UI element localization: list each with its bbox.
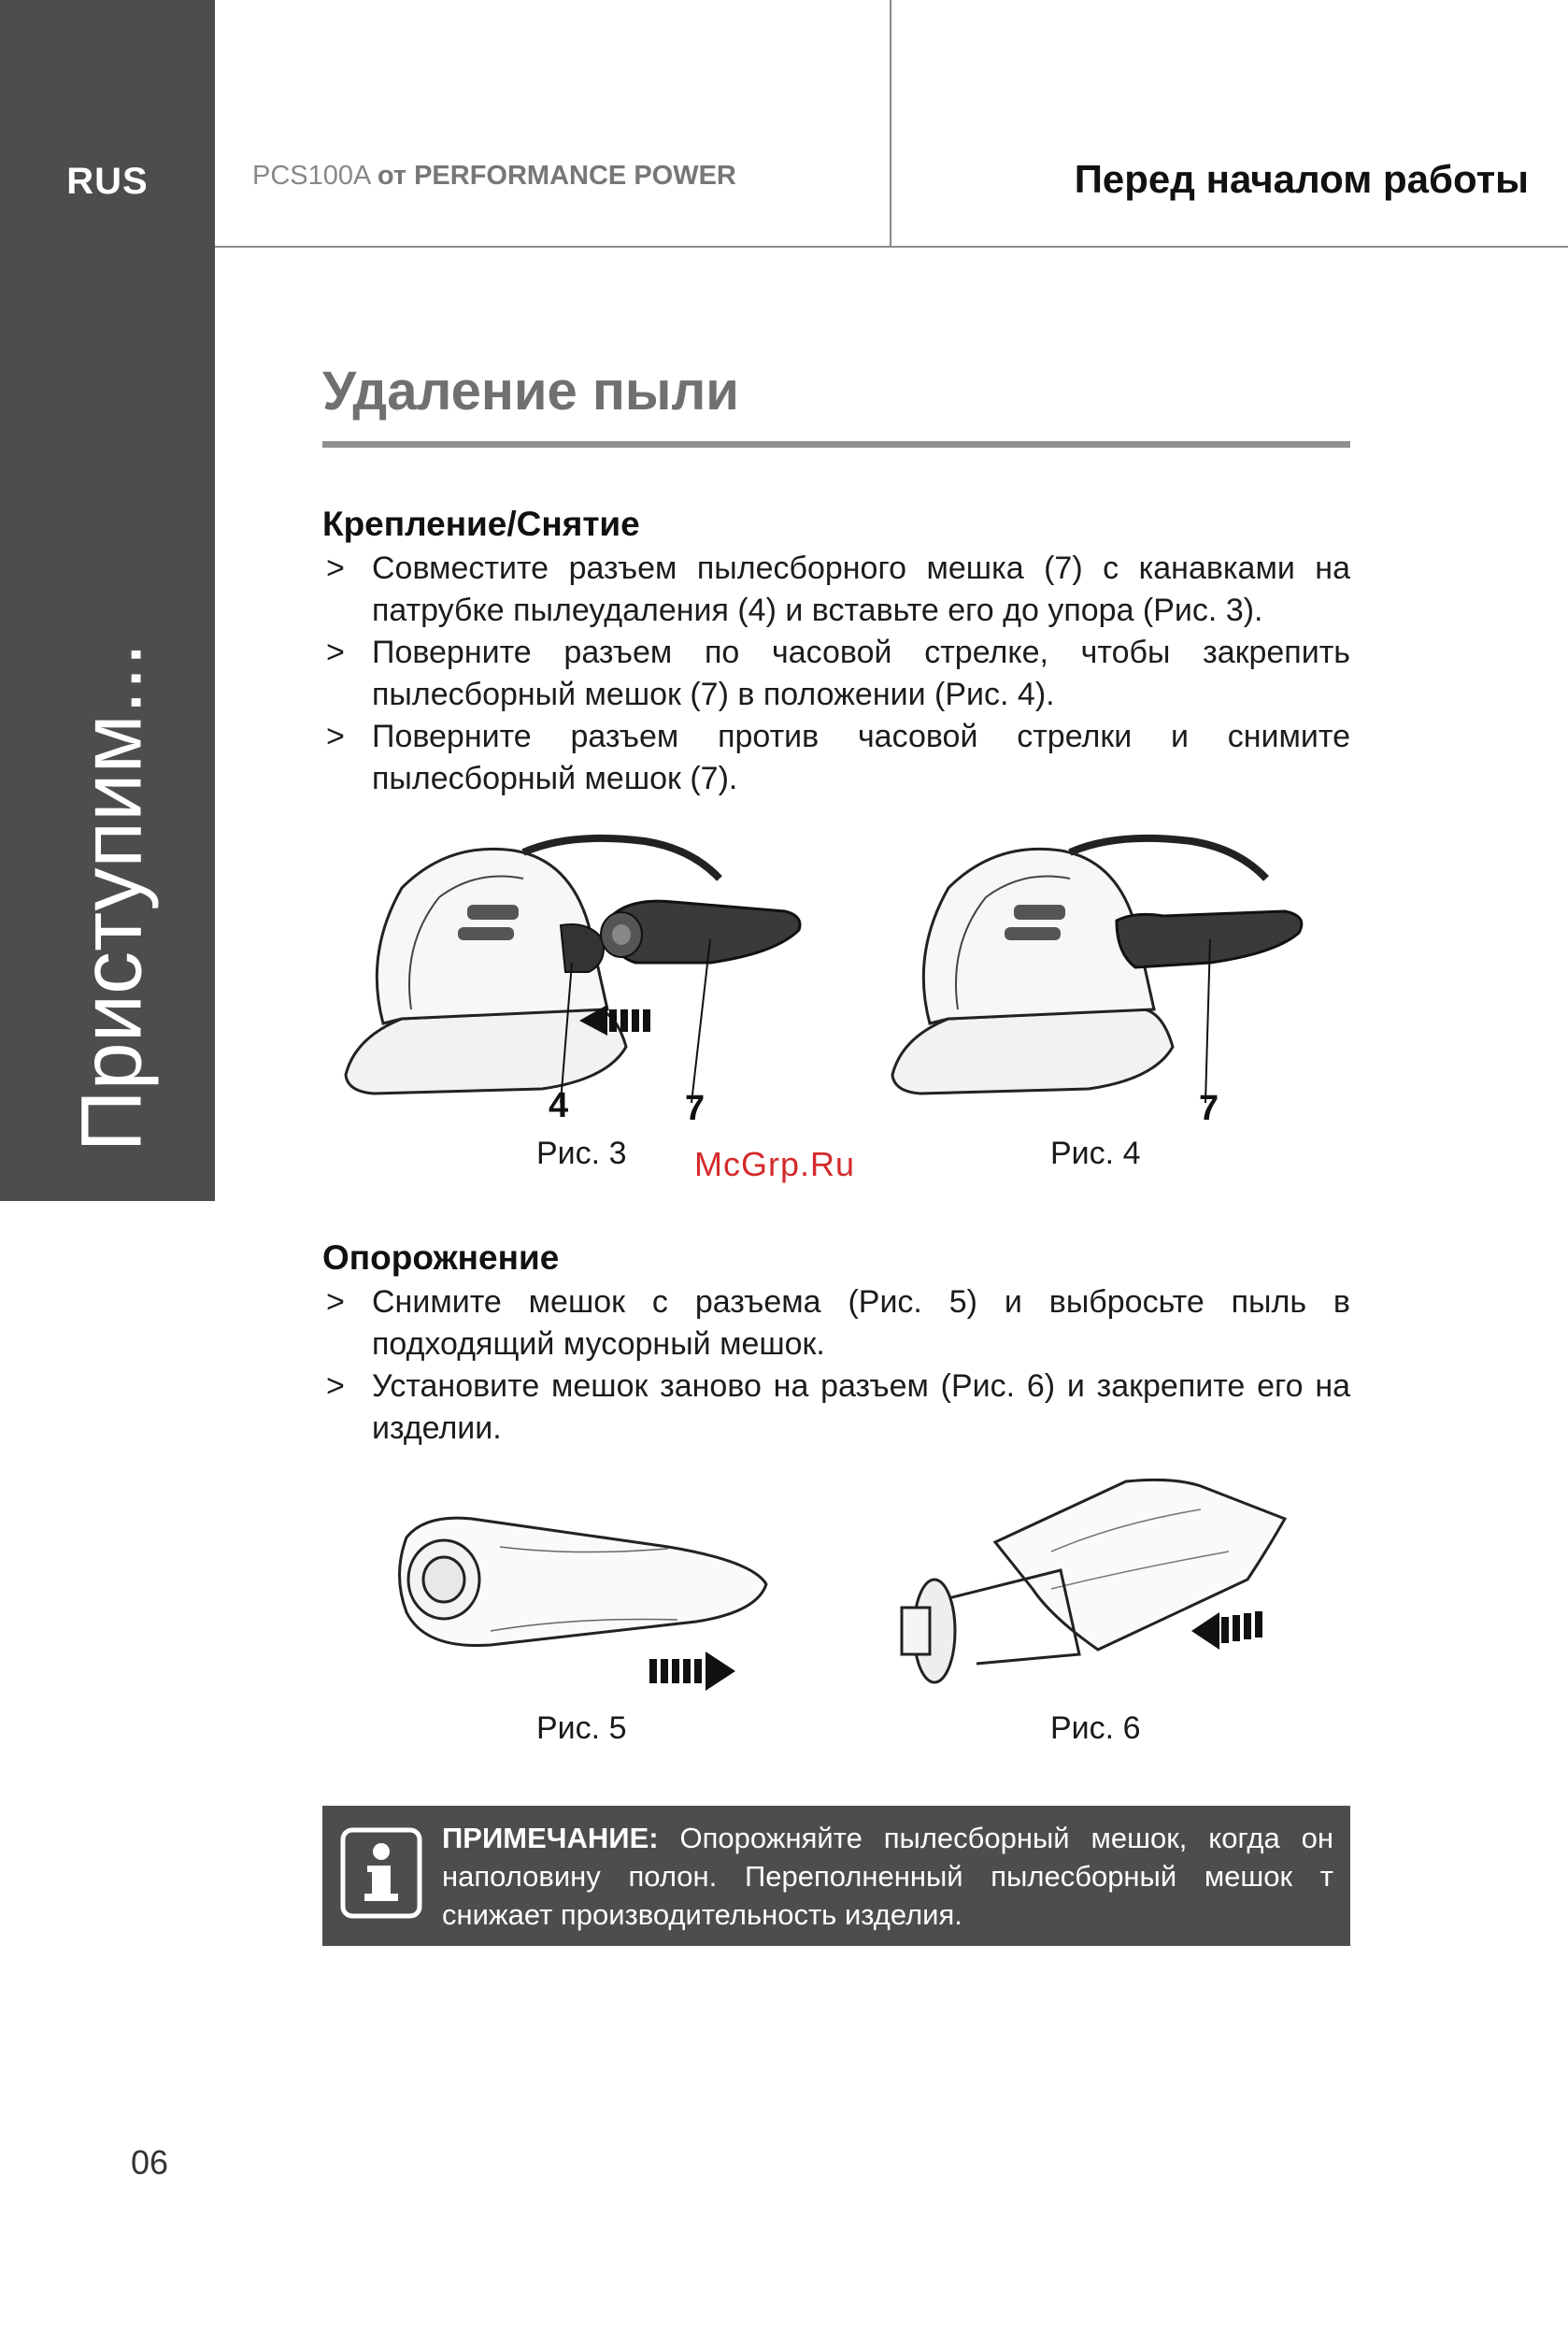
figure-6-caption: Рис. 6 [1050, 1710, 1141, 1746]
note-text [442, 1819, 1333, 1934]
note-body: Опорожняйте пылесборный мешок, когда он наполовину полон. Переполненный пылесборный мешок т снижает производительность изделия. [442, 1822, 1333, 1931]
callout-7: 7 [1199, 1089, 1219, 1128]
empty-section [322, 1238, 1350, 1450]
bullet-marker: > [326, 719, 345, 754]
bullet-marker: > [326, 635, 345, 670]
callout-7: 7 [685, 1089, 706, 1128]
sidebar [0, 0, 215, 1201]
list-item: > Совместите разъем пылесборного мешка (7) с канавками на патрубке пылеудаления (4) и вставьте его до упора (Рис. 3). [322, 548, 1350, 632]
figure-5-caption: Рис. 5 [536, 1710, 627, 1746]
figure-3-illustration [336, 822, 822, 1131]
title-rule [322, 441, 1350, 448]
attach-section [322, 505, 1350, 800]
product-model: PCS100A [252, 161, 370, 191]
list-item: > Снимите мешок с разъема (Рис. 5) и выбросьте пыль в подходящий мусорный мешок. [322, 1281, 1350, 1366]
list-item: > Установите мешок заново на разъем (Рис. 6) и закрепите его на изделии. [322, 1366, 1350, 1450]
product-line [252, 161, 736, 192]
header-vertical-divider [890, 0, 891, 246]
header-divider [215, 246, 1568, 248]
list-item: > Поверните разъем по часовой стрелке, чтобы закрепить пылесборный мешок (7) в положении (Рис. 4). [322, 632, 1350, 716]
figure-5-illustration [388, 1491, 780, 1706]
figure-6-illustration [892, 1467, 1294, 1710]
empty-heading: Опорожнение [322, 1238, 560, 1277]
figure-3-caption: Рис. 3 [536, 1136, 627, 1171]
chapter-vertical-title: Приступим... [64, 642, 160, 1152]
watermark-text: McGrp.Ru [694, 1145, 856, 1183]
bullet-marker: > [326, 1284, 345, 1320]
section-title: Перед началом работы [1074, 157, 1529, 201]
language-label: RUS [66, 161, 149, 202]
page-title: Удаление пыли [322, 361, 739, 422]
product-brand: PERFORMANCE POWER [414, 161, 736, 191]
list-item: > Поверните разъем против часовой стрелки и снимите пылесборный мешок (7). [322, 716, 1350, 800]
empty-list [322, 1281, 1350, 1450]
note-box [322, 1806, 1350, 1946]
callout-4: 4 [549, 1086, 569, 1125]
product-from: от [377, 161, 407, 191]
attach-list [322, 548, 1350, 800]
attach-heading: Крепление/Снятие [322, 505, 640, 543]
figure-4-illustration [883, 822, 1322, 1131]
info-icon [339, 1826, 423, 1920]
bullet-marker: > [326, 551, 345, 586]
note-label: ПРИМЕЧАНИЕ: [442, 1822, 659, 1854]
figure-4-caption: Рис. 4 [1050, 1136, 1141, 1171]
bullet-marker: > [326, 1368, 345, 1404]
page-number: 06 [131, 2143, 169, 2181]
